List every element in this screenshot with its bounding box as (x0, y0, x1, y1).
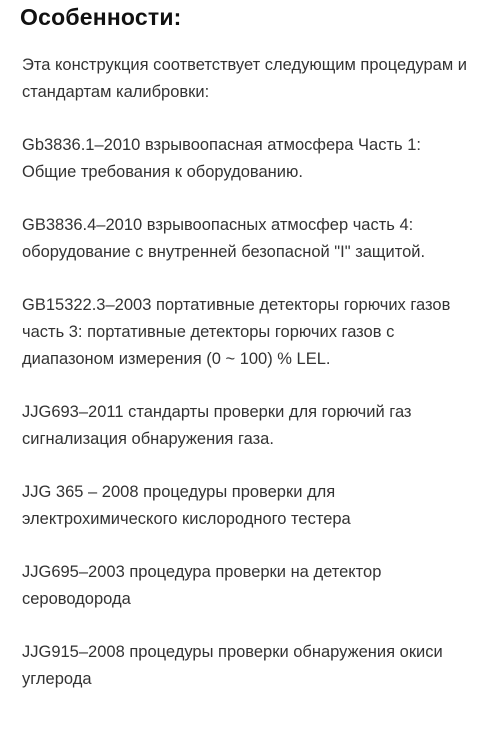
standard-item-jjg915: JJG915–2008 процедуры проверки обнаружения окиси углерода (22, 643, 443, 688)
standard-item-gb3836-4: GB3836.4–2010 взрывоопасных атмосфер часть 4: оборудование с внутренней безопасной "I" защитой. (22, 216, 426, 261)
intro-paragraph: Эта конструкция соответствует следующим процедурам и стандартам калибровки: (22, 56, 467, 101)
standard-item-jjg695: JJG695–2003 процедура проверки на детектор сероводорода (22, 563, 382, 608)
features-heading: Особенности: (20, 4, 182, 30)
standard-item-gb3836-1: Gb3836.1–2010 взрывоопасная атмосфера Часть 1: Общие требования к оборудованию. (22, 136, 421, 181)
standard-item-jjg693: JJG693–2011 стандарты проверки для горючий газ сигнализация обнаружения газа. (22, 403, 412, 448)
standard-item-gb15322-3: GB15322.3–2003 портативные детекторы горючих газов часть 3: портативные детекторы горючих газов с диапазоном измерения (0 ~ 100) % LEL. (22, 296, 451, 368)
standard-item-jjg365: JJG 365 – 2008 процедуры проверки для электрохимического кислородного тестера (22, 483, 351, 528)
standards-list (22, 52, 474, 693)
